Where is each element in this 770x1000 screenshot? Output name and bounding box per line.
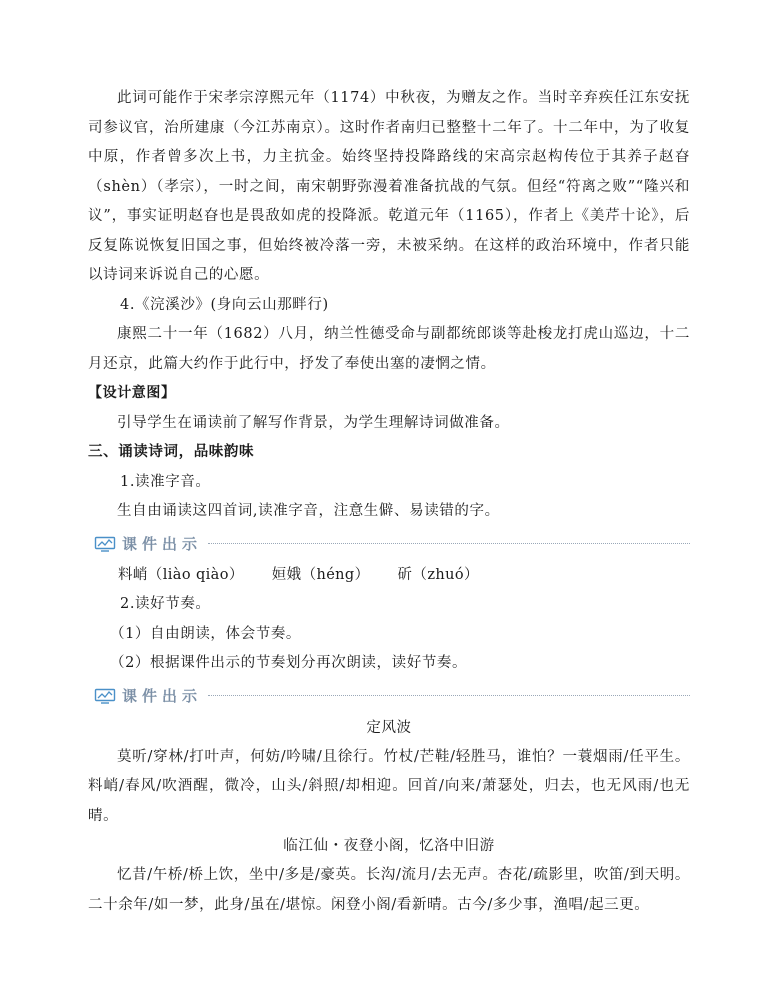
pinyin-item: 斫（zhuó） bbox=[397, 566, 479, 583]
item4-title: 4.《浣溪沙》(身向云山那畔行) bbox=[120, 296, 329, 313]
section3-title: 三、诵读诗词，品味韵味 bbox=[88, 444, 255, 460]
courseware-screen-icon bbox=[94, 536, 116, 552]
step2-sub2: （2）根据课件出示的节奏划分再次朗读，读好节奏。 bbox=[110, 655, 468, 671]
design-intent-text: 引导学生在诵读前了解写作背景，为学生理解诗词做准备。 bbox=[117, 414, 510, 431]
pinyin-item: 姮娥（héng） bbox=[271, 566, 370, 583]
poem-title: 定风波 bbox=[366, 719, 412, 736]
step2-sub1: （1）自由朗读，体会节奏。 bbox=[110, 625, 302, 642]
poem-text: 莫听/穿林/打叶声，何妨/吟啸/且徐行。竹杖/芒鞋/轻胜马，谁怕？一蓑烟雨/任平生。料峭/春风/吹酒醒，微冷，山头/斜照/却相迎。回首/向来/萧瑟处，归去，也无风雨/也无晴。 bbox=[88, 748, 690, 824]
design-intent-heading: 【设计意图】 bbox=[88, 385, 176, 401]
poem-title: 临江仙・夜登小阁，忆洛中旧游 bbox=[283, 838, 495, 854]
courseware-screen-icon bbox=[94, 688, 116, 704]
step2-title: 2.读好节奏。 bbox=[120, 596, 211, 612]
dotted-divider bbox=[208, 543, 690, 544]
courseware-banner-2 bbox=[94, 681, 690, 711]
step1-text: 生自由诵读这四首词,读准字音，注意生僻、易读错的字。 bbox=[117, 503, 500, 519]
item4-text: 康熙二十一年（1682）八月，纳兰性德受命与副都统郎谈等赴梭龙打虎山巡边，十二月还京，此篇大约作于此行中，抒发了奉使出塞的凄惘之情。 bbox=[88, 326, 690, 372]
poem-text: 忆昔/午桥/桥上饮，坐中/多是/豪英。长沟/流月/去无声。杏花/疏影里，吹笛/到天明。二十余年/如一梦，此身/虽在/堪惊。闲登小阁/看新晴。古今/多少事，渔唱/起三更。 bbox=[88, 867, 690, 913]
pinyin-list bbox=[88, 561, 690, 591]
courseware-banner-1 bbox=[94, 529, 690, 559]
dotted-divider bbox=[208, 695, 690, 696]
pinyin-item: 料峭（liào qiào） bbox=[118, 566, 244, 583]
background-paragraph: 此词可能作于宋孝宗淳熙元年（1174）中秋夜，为赠友之作。当时辛弃疾任江东安抚司参议官，治所建康（今江苏南京）。这时作者南归已整整十二年了。十二年中，为了收复中原，作者曾多次上书，力主抗金。始终坚持投降路线的宋高宗赵构传位于其养子赵昚（shèn）（孝宗），一时之间，南宋朝野弥漫着准备抗战的气氛。但经“符离之败”“隆兴和议”，事实证明赵昚也是畏敌如虎的投降派。乾道元年（1165），作者上《美芹十论》，后反复陈说恢复旧国之事，但始终被冷落一旁，未被采纳。在这样的政治环境中，作者只能以诗词来诉说自己的心愿。 bbox=[88, 90, 690, 283]
step1-title: 1.读准字音。 bbox=[120, 473, 211, 490]
courseware-label: 课件出示 bbox=[122, 687, 203, 705]
courseware-label: 课件出示 bbox=[122, 535, 203, 553]
